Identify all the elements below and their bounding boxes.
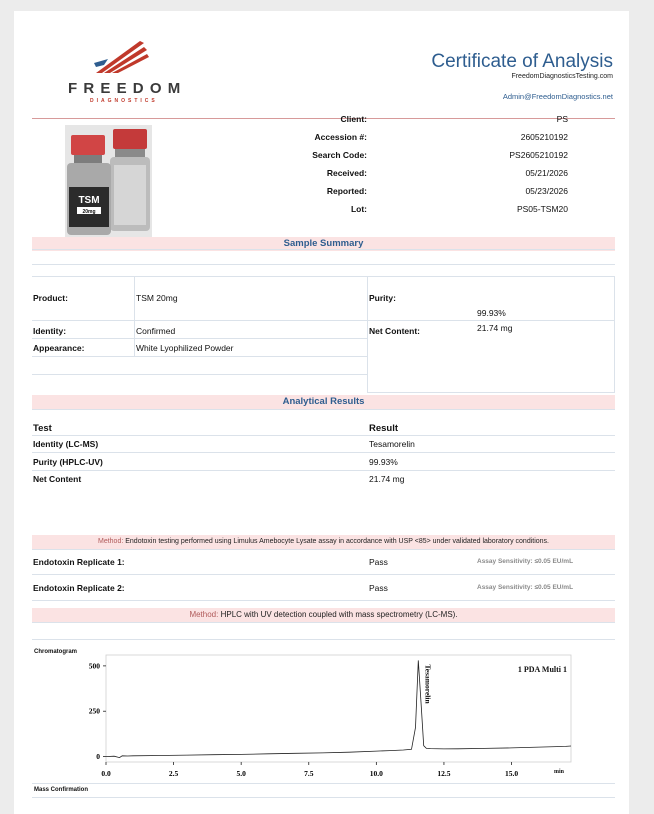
mass-confirmation-title: Mass Confirmation — [34, 787, 89, 793]
x-tick-label: 12.5 — [437, 769, 451, 778]
endotoxin-replicate-1-sensitivity: Assay Sensitivity: ≤0.05 EU/mL — [477, 558, 574, 565]
freedom-logo-icon — [94, 39, 150, 75]
reported-value: 05/23/2026 — [525, 186, 568, 196]
accession-value: 2605210192 — [520, 132, 568, 142]
lot-label: Lot: — [350, 204, 367, 214]
method-rule — [32, 639, 615, 640]
product-photo — [65, 125, 152, 237]
chart-rule — [32, 797, 615, 798]
x-tick-label: 7.5 — [304, 769, 314, 778]
email-link[interactable]: Admin@FreedomDiagnostics.net — [502, 92, 613, 101]
y-tick-label: 500 — [88, 661, 100, 671]
summary-rule — [32, 264, 615, 265]
endotoxin-replicate-2-label: Endotoxin Replicate 2: — [33, 583, 125, 593]
table-rule — [614, 276, 615, 393]
net-content-label: Net Content: — [369, 326, 420, 336]
method-label: Method: — [189, 610, 219, 619]
peak-label: Tesamorelin — [423, 664, 433, 704]
sample-summary-table — [32, 276, 615, 393]
product-label: Product: — [33, 293, 68, 303]
identity-value: Confirmed — [136, 326, 176, 336]
sample-summary-header: Sample Summary — [32, 237, 615, 251]
table-rule — [134, 276, 135, 356]
lot-value: PS05-TSM20 — [516, 204, 568, 214]
summary-rule — [32, 249, 615, 250]
chromatogram-title: Chromatogram — [34, 649, 78, 655]
brand-subtitle: DIAGNOSTICS — [90, 98, 158, 104]
chromatogram-chart — [14, 651, 629, 781]
appearance-value: White Lyophilized Powder — [136, 343, 234, 353]
table-rule — [367, 320, 615, 321]
table-rule — [32, 356, 367, 357]
table-row-test: Identity (LC-MS) — [33, 439, 99, 449]
table-row-result: 99.93% — [369, 457, 398, 467]
purity-label: Purity: — [369, 293, 396, 303]
x-tick-label: 15.0 — [504, 769, 519, 778]
results-rule — [32, 435, 615, 436]
method-rule — [32, 600, 615, 601]
hplc-method — [32, 608, 615, 622]
table-row-result: 21.74 mg — [369, 474, 405, 484]
x-tick-label: 2.5 — [168, 769, 179, 778]
endotoxin-replicate-2-sensitivity: Assay Sensitivity: ≤0.05 EU/mL — [477, 584, 574, 591]
endotoxin-method — [32, 535, 615, 549]
table-rule — [32, 374, 367, 375]
plot-frame — [106, 655, 571, 762]
endotoxin-replicate-1-result: Pass — [369, 557, 388, 567]
table-row-test: Purity (HPLC-UV) — [33, 457, 103, 467]
method-rule — [32, 622, 615, 623]
x-tick-label: 10.0 — [369, 769, 383, 778]
chart-rule — [32, 783, 615, 784]
analytical-results-header: Analytical Results — [32, 395, 615, 409]
method-text: Endotoxin testing performed using Limulus Amebocyte Lysate assay in accordance with USP <85> under validated laboratory conditions. — [125, 538, 549, 545]
purity-value: 99.93% — [477, 308, 506, 318]
brand-name: FREEDOM — [68, 80, 187, 97]
result-column-header: Result — [369, 423, 399, 434]
vial-dose: 20mg — [82, 209, 96, 215]
results-rule — [32, 409, 615, 410]
table-rule — [32, 320, 367, 321]
search-code-value: PS2605210192 — [509, 150, 568, 160]
x-axis-unit: min — [553, 769, 565, 775]
table-rule — [32, 276, 615, 277]
method-rule — [32, 574, 615, 575]
table-rule — [32, 338, 367, 339]
y-tick-label: 0 — [96, 752, 100, 762]
received-label: Received: — [326, 168, 367, 178]
table-rule — [367, 392, 615, 393]
accession-label: Accession #: — [314, 132, 367, 142]
reported-label: Reported: — [326, 186, 367, 196]
product-value: TSM 20mg — [136, 293, 178, 303]
x-tick-label: 5.0 — [236, 769, 246, 778]
appearance-label: Appearance: — [33, 343, 85, 353]
test-column-header: Test — [33, 423, 52, 434]
method-label: Method: — [98, 538, 124, 545]
method-rule — [32, 549, 615, 550]
chromatogram-trace — [106, 660, 571, 757]
endotoxin-replicate-2-result: Pass — [369, 583, 388, 593]
table-rule — [367, 276, 368, 393]
search-code-label: Search Code: — [312, 150, 367, 160]
received-value: 05/21/2026 — [525, 168, 568, 178]
client-value: PS — [556, 114, 568, 124]
client-label: Client: — [340, 114, 367, 124]
results-rule — [32, 452, 615, 453]
method-text: HPLC with UV detection coupled with mass spectrometry (LC-MS). — [220, 610, 458, 619]
y-tick-label: 250 — [88, 706, 100, 716]
identity-label: Identity: — [33, 326, 67, 336]
table-row-result: Tesamorelin — [369, 439, 415, 449]
page-title: Certificate of Analysis — [431, 51, 613, 72]
net-content-value: 21.74 mg — [477, 323, 513, 333]
x-tick-label: 0.0 — [101, 769, 111, 778]
certificate-page — [14, 11, 629, 814]
endotoxin-replicate-1-label: Endotoxin Replicate 1: — [33, 557, 125, 567]
legend-text: 1 PDA Multi 1 — [517, 665, 567, 674]
table-row-test: Net Content — [33, 474, 82, 484]
vial-label: TSM — [78, 195, 100, 206]
results-rule — [32, 470, 615, 471]
website-link[interactable]: FreedomDiagnosticsTesting.com — [511, 73, 613, 80]
